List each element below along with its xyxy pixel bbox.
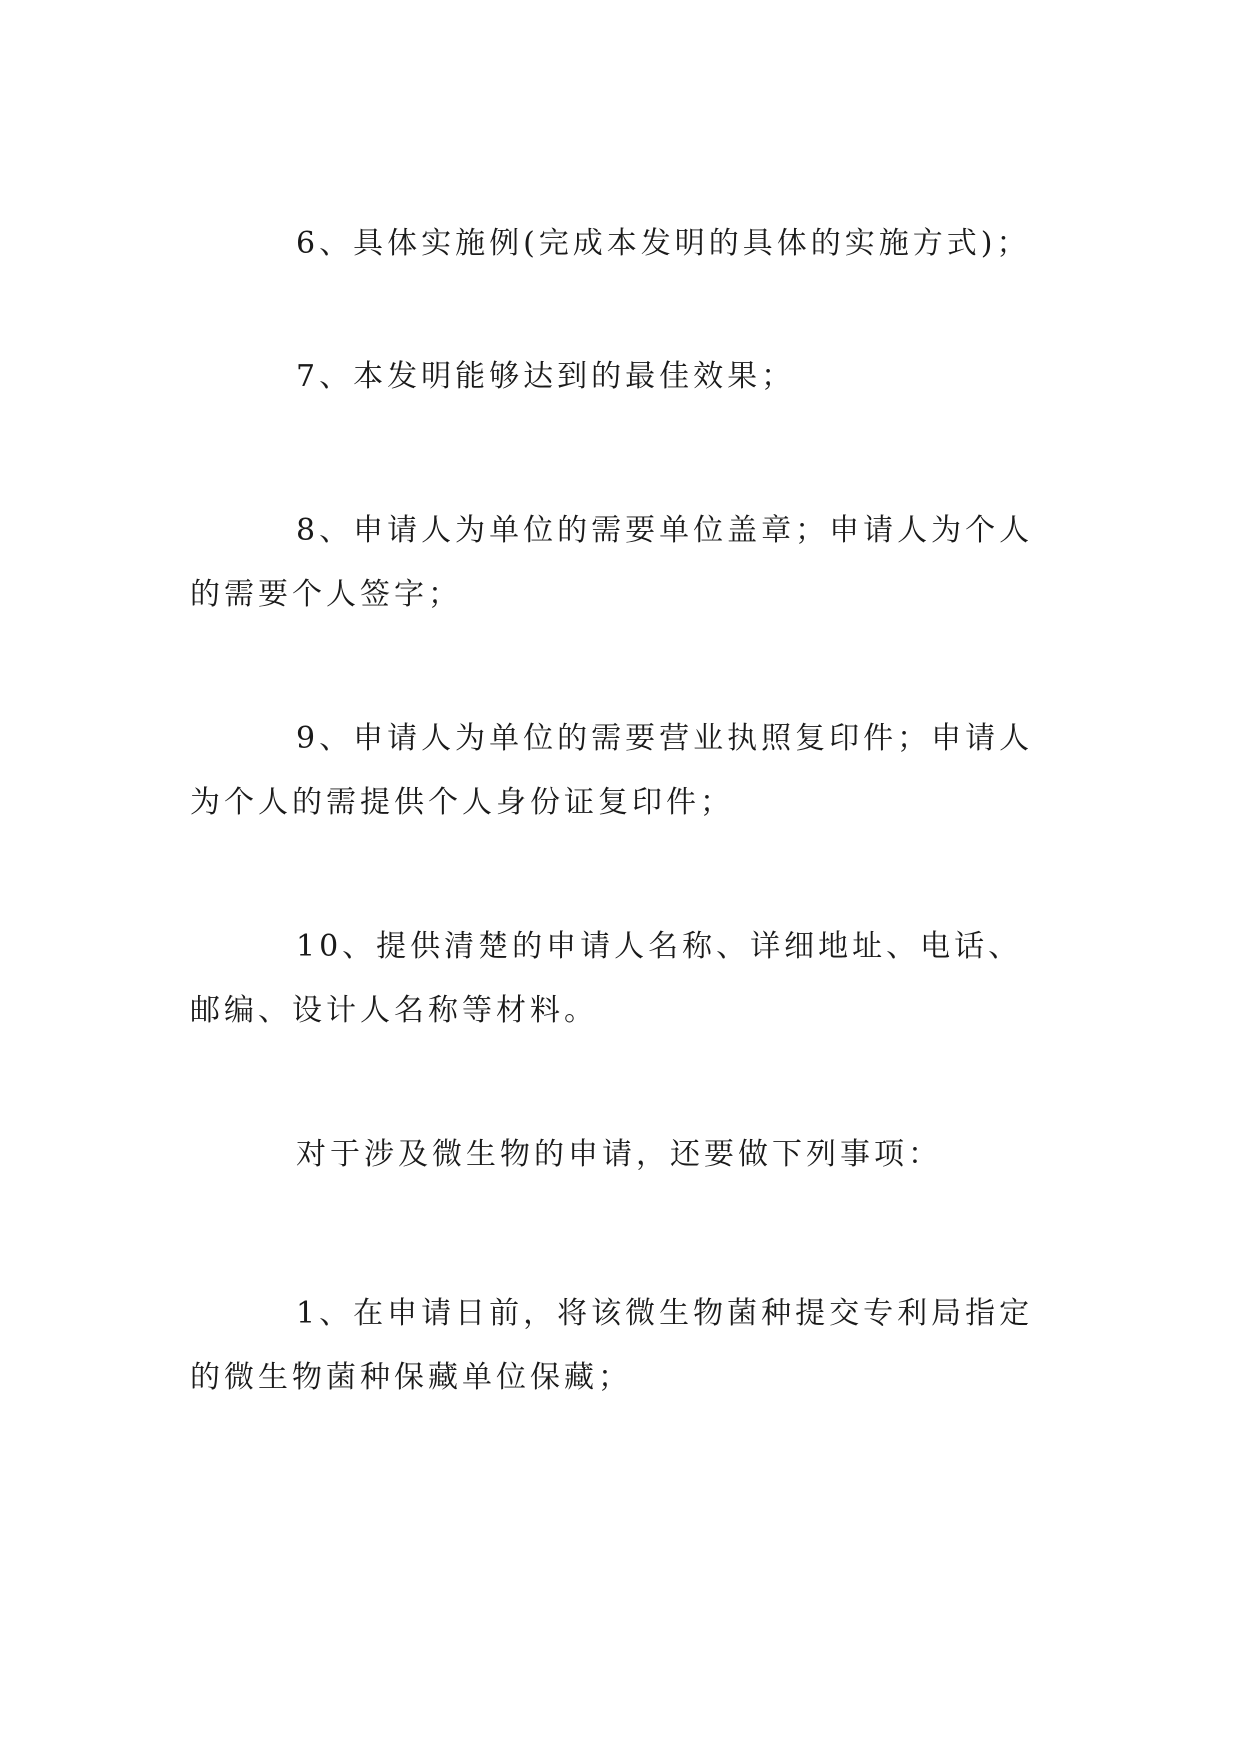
paragraph-text: 9、申请人为单位的需要营业执照复印件；申请人为个人的需提供个人身份证复印件；	[190, 721, 1034, 820]
paragraph-text: 10、提供清楚的申请人名称、详细地址、电话、邮编、设计人名称等材料。	[190, 929, 1023, 1028]
paragraph-text: 对于涉及微生物的申请，还要做下列事项：	[296, 1137, 942, 1172]
paragraph-text: 1、在申请日前，将该微生物菌种提交专利局指定的微生物菌种保藏单位保藏；	[190, 1296, 1034, 1395]
paragraph-item-8	[190, 499, 1050, 627]
paragraph-item-9	[190, 707, 1050, 835]
paragraph-microbe-intro	[190, 1123, 1050, 1187]
paragraph-item-6	[190, 212, 1050, 276]
paragraph-text: 8、申请人为单位的需要单位盖章；申请人为个人的需要个人签字；	[190, 513, 1034, 612]
paragraph-text: 6、具体实施例(完成本发明的具体的实施方式)；	[296, 226, 1031, 261]
paragraph-microbe-item-1	[190, 1282, 1050, 1410]
paragraph-text: 7、本发明能够达到的最佳效果；	[296, 359, 796, 394]
paragraph-item-10	[190, 915, 1050, 1043]
paragraph-item-7	[190, 345, 1050, 409]
